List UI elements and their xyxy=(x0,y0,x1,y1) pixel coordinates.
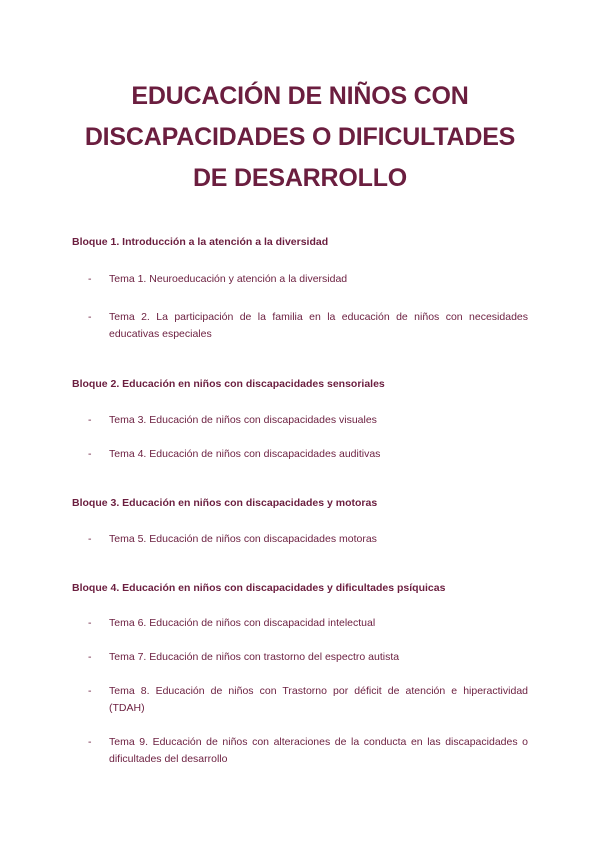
list-item xyxy=(88,412,528,429)
block-heading: Bloque 3. Educación en niños con discapacidades y motoras xyxy=(72,497,378,509)
block-heading: Bloque 1. Introducción a la atención a la diversidad xyxy=(72,236,329,248)
document-title xyxy=(40,76,560,199)
list-item xyxy=(88,649,528,666)
dash-bullet: - xyxy=(88,736,92,748)
title-line: DE DESARROLLO xyxy=(192,164,408,192)
dash-bullet: - xyxy=(88,617,92,629)
dash-bullet: - xyxy=(88,533,92,545)
list-item-text: Tema 1. Neuroeducación y atención a la diversidad xyxy=(109,273,348,285)
list-item xyxy=(88,309,528,343)
list-item-text: Tema 7. Educación de niños con trastorno del espectro autista xyxy=(109,651,400,663)
list-item xyxy=(88,615,528,632)
list-item xyxy=(88,683,528,717)
dash-bullet: - xyxy=(88,414,92,426)
list-item xyxy=(88,734,528,768)
dash-bullet: - xyxy=(88,651,92,663)
dash-bullet: - xyxy=(88,685,92,697)
list-item-text: Tema 8. Educación de niños con Trastorno por déficit de atención e hiperactividad (TDAH) xyxy=(109,685,528,714)
list-item xyxy=(88,271,528,288)
dash-bullet: - xyxy=(88,311,92,323)
title-line: DISCAPACIDADES O DIFICULTADES xyxy=(84,123,516,151)
list-item xyxy=(88,531,528,548)
block-heading: Bloque 4. Educación en niños con discapacidades y dificultades psíquicas xyxy=(72,582,446,594)
dash-bullet: - xyxy=(88,448,92,460)
list-item-text: Tema 2. La participación de la familia en la educación de niños con necesidades educativas especiales xyxy=(109,311,528,340)
dash-bullet: - xyxy=(88,273,92,285)
list-item-text: Tema 5. Educación de niños con discapacidades motoras xyxy=(109,533,377,545)
list-item xyxy=(88,446,528,463)
list-item-text: Tema 6. Educación de niños con discapacidad intelectual xyxy=(109,617,376,629)
list-item-text: Tema 9. Educación de niños con alteraciones de la conducta en las discapacidades o dificultades del desarrollo xyxy=(109,736,528,765)
list-item-text: Tema 4. Educación de niños con discapacidades auditivas xyxy=(109,448,381,460)
list-item-text: Tema 3. Educación de niños con discapacidades visuales xyxy=(109,414,377,426)
title-line: EDUCACIÓN DE NIÑOS CON xyxy=(131,82,469,110)
block-heading: Bloque 2. Educación en niños con discapacidades sensoriales xyxy=(72,378,385,390)
